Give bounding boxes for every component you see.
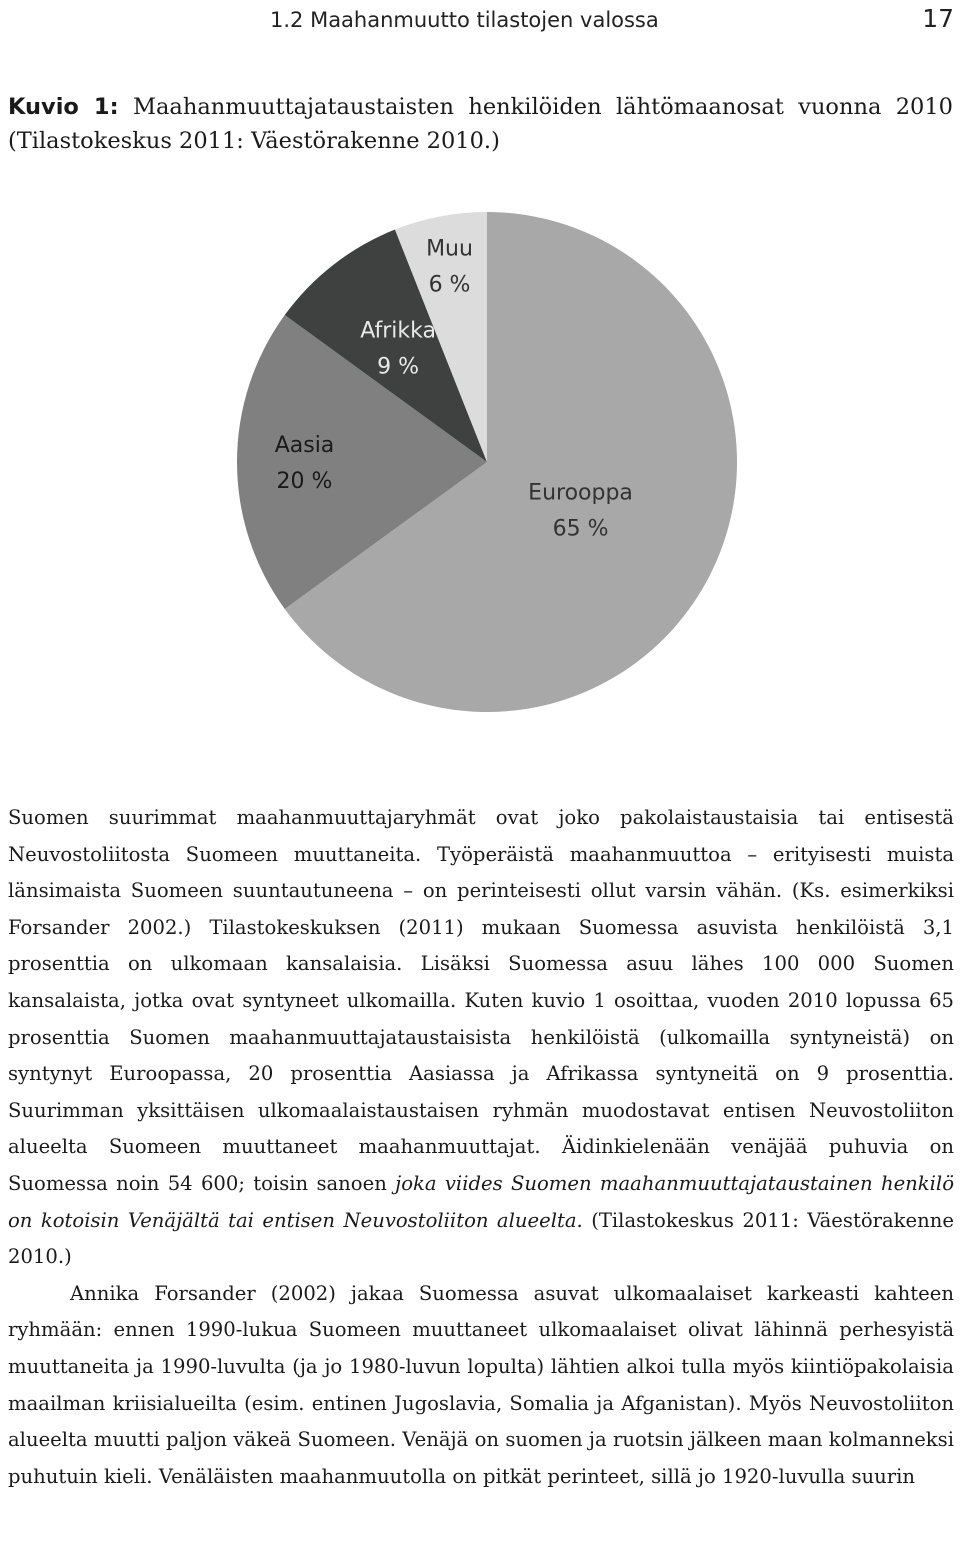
page-number: 17 — [922, 4, 954, 33]
page-header — [0, 4, 960, 36]
pie-label-aasia-name: Aasia — [274, 433, 335, 458]
paragraph-1-text: Suomen suurimmat maahanmuuttajaryhmät ovat joko pakolaistaustaisia tai entisestä Neuvostoliitosta Suomeen muuttaneita. Työperäistä maahanmuuttoa – erityisesti muista länsimaista Suomeen suuntautuneena – on perinteisesti ollut varsin vähän. (Ks. esimerkiksi Forsander 2002.) Tilastokeskuksen (2011) mukaan Suomessa asuvista henkilöistä 3,1 prosenttia on ulkomaan kansalaisia. Lisäksi Suomessa asuu lähes 100 000 Suomen kansalaista, jotka ovat syntyneet ulkomailla. Kuten kuvio 1 osoittaa, vuoden 2010 lopussa 65 prosenttia Suomen maahanmuuttajataustaisista henkilöistä (ulkomailla syntyneistä) on syntynyt Euroopassa, 20 prosenttia Aasiassa ja Afrikassa syntyneitä on 9 prosenttia. Suurimman yksittäisen ulkomaalaistaustaisen ryhmän muodostavat entisen Neuvostoliiton alueelta Suomeen muuttaneet maahanmuuttajat. Äidinkielenään venäjää puhuvia on Suomessa noin 54 600; toisin sanoen — [8, 806, 954, 1195]
paragraph-1-source: (Tilastokeskus 2011: Väestörakenne 2010.) — [8, 1208, 954, 1269]
paragraph-2: Annika Forsander (2002) jakaa Suomessa asuvat ulkomaalaiset karkeasti kahteen ryhmään: ennen 1990-lukua Suomeen muuttaneet ulkomaalaiset olivat lähinnä perhesyistä muuttaneita ja 1990-luvulta (ja jo 1980-luvun lopulta) lähtien alkoi tulla myös kiintiöpakolaisia maailman kriisialueilta (esim. entinen Jugoslavia, Somalia ja Afganistan). Myös Neuvostoliiton alueelta muutti paljon väkeä Suomeen. Venäjä on suomen ja ruotsin jälkeen maan kolmanneksi puhutuin kieli. Venäläisten maahanmuutolla on pitkät perinteet, sillä jo 1920-luvulla suurin — [8, 1281, 954, 1488]
pie-label-afrikka-value: 9 % — [377, 354, 420, 380]
pie-label-aasia-value: 20 % — [276, 469, 333, 494]
figure-caption — [8, 90, 953, 158]
pie-label-muu-name: Muu — [426, 236, 473, 262]
pie-label-eurooppa-name: Eurooppa — [528, 480, 633, 506]
paragraph-1-italic: joka viides Suomen maahanmuuttajataustainen henkilö on kotoisin Venäjältä tai entisen Neuvostoliiton alueelta. — [8, 1171, 954, 1232]
figure-caption-text: Maahanmuuttajataustaisten henkilöiden lähtömaanosat vuonna 2010 (Tilastokeskus 2011: Väestörakenne 2010.) — [8, 94, 953, 154]
section-title: 1.2 Maahanmuutto tilastojen valossa — [270, 8, 659, 32]
body-text — [8, 800, 954, 1495]
pie-label-muu-value: 6 % — [428, 272, 471, 298]
paragraph-1 — [8, 800, 954, 1276]
pie-label-afrikka-name: Afrikka — [360, 318, 437, 344]
pie-chart — [0, 190, 960, 750]
pie-label-eurooppa-value: 65 % — [552, 516, 609, 542]
figure-label: Kuvio 1: — [8, 94, 119, 120]
